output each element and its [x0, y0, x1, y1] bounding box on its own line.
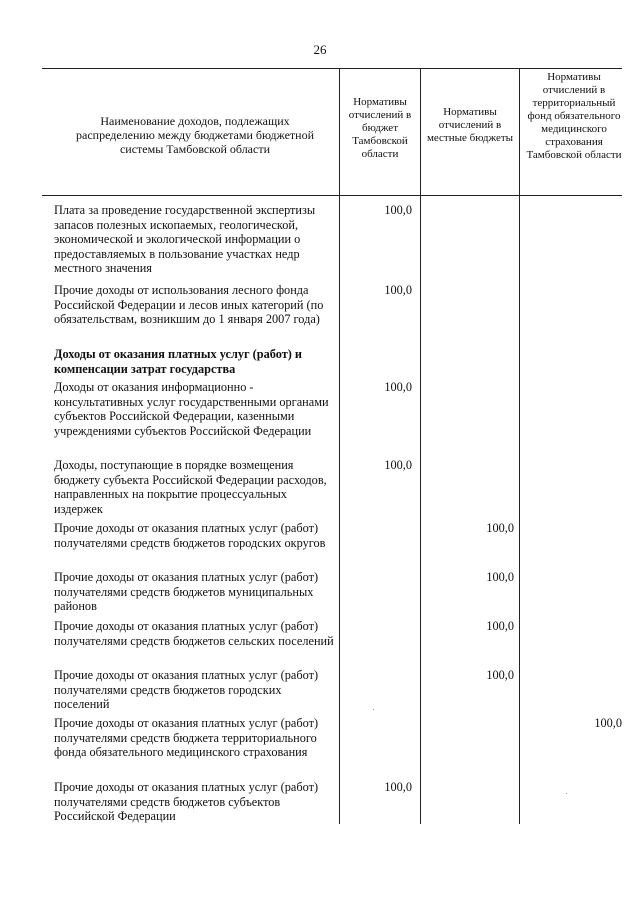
- row-6-local: 100,0: [486, 521, 514, 535]
- header-regional-budget: Нормативы отчислений в бюджет Тамбовской области: [348, 96, 412, 160]
- column-divider-3: [519, 68, 520, 824]
- header-local-budgets: Нормативы отчислений в местные бюджеты: [426, 106, 514, 144]
- row-text-3-section: Доходы от оказания платных услуг (работ) и компенсации затрат государства: [54, 347, 303, 376]
- row-text-10: Прочие доходы от оказания платных услуг (работ) получателями средств бюджета территориального фонда обязательного медицинского страхования: [54, 716, 319, 760]
- row-9-local: 100,0: [486, 668, 514, 682]
- table-top-border: [42, 68, 622, 69]
- row-text-7: Прочие доходы от оказания платных услуг (работ) получателями средств бюджетов муниципальных районов: [54, 570, 319, 614]
- scan-speck: [373, 709, 374, 710]
- row-text-11: Прочие доходы от оказания платных услуг (работ) получателями средств бюджетов субъектов Российской Федерации: [54, 780, 319, 824]
- header-bottom-border: [42, 195, 622, 196]
- row-text-6: Прочие доходы от оказания платных услуг (работ) получателями средств бюджетов городских округов: [54, 521, 326, 550]
- row-5-regional: 100,0: [384, 458, 412, 472]
- column-divider-1: [339, 68, 340, 824]
- row-8-local: 100,0: [486, 619, 514, 633]
- row-text-5: Доходы, поступающие в порядке возмещения бюджету субъекта Российской Федерации расходов, направленных на покрытие процессуальных издержек: [54, 458, 327, 516]
- row-2-regional: 100,0: [384, 283, 412, 297]
- page-number: 26: [313, 42, 327, 57]
- row-text-1: Плата за проведение государственной экспертизы запасов полезных ископаемых, геологической, экономической и экологической информации о предоставляемых в пользование участках недр местного значения: [54, 203, 316, 276]
- header-medical-fund: Нормативы отчислений в территориальный фонд обязательного медицинского страхования Тамбовской области: [526, 71, 622, 161]
- row-text-9: Прочие доходы от оказания платных услуг (работ) получателями средств бюджетов городских поселений: [54, 668, 319, 712]
- row-1-regional: 100,0: [384, 203, 412, 217]
- row-10-medical-fund: 100,0: [594, 716, 622, 730]
- scan-speck: [566, 793, 567, 794]
- row-11-regional: 100,0: [384, 780, 412, 794]
- row-text-2: Прочие доходы от использования лесного фонда Российской Федерации и лесов иных категорий (по обязательствам, возникшим до 1 января 2007 года): [54, 283, 324, 327]
- row-text-4: Доходы от оказания информационно - консультативных услуг государственными органами субъектов Российской Федерации, казенными учреждениями субъектов Российской Федерации: [54, 380, 329, 438]
- row-7-local: 100,0: [486, 570, 514, 584]
- row-4-regional: 100,0: [384, 380, 412, 394]
- row-text-8: Прочие доходы от оказания платных услуг (работ) получателями средств бюджетов сельских поселений: [54, 619, 334, 648]
- column-divider-2: [420, 68, 421, 824]
- header-income-name: Наименование доходов, подлежащих распределению между бюджетами бюджетной системы Тамбовской области: [76, 114, 314, 156]
